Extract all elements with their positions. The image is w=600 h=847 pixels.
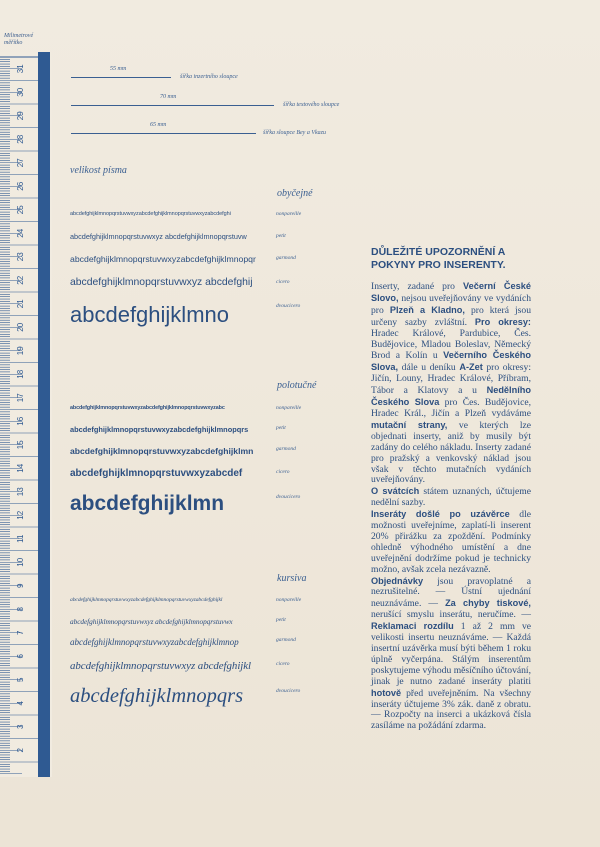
- ruler-number: 3: [16, 724, 25, 729]
- sample-semibold-garmond: abcdefghijklmnopqrstuvwxyzabcdefghijklmn: [70, 446, 254, 456]
- section-title-semibold: polotučné: [277, 380, 317, 391]
- ruler-number: 28: [16, 134, 25, 144]
- measure-mm-55: 55 mm: [110, 66, 127, 72]
- ruler-number: 8: [16, 607, 25, 612]
- measure-mm-70: 70 mm: [160, 94, 177, 100]
- sample-italic-dvoucicero: abcdefghijklmnopqrs: [70, 685, 244, 707]
- sample-regular-garmond: abcdefghijklmnopqrstuvwxyzabcdefghijklmnopqr: [70, 254, 256, 264]
- ruler-number: 29: [16, 111, 25, 121]
- notice-emphasis: Večerního Českého Slova,: [371, 350, 531, 373]
- measure-label-65: šířka sloupce Bey a Vkazu: [263, 130, 326, 136]
- sample-regular-cicero: abcdefghijklmnopqrstuvwxyz abcdefghij: [70, 277, 253, 288]
- notice-emphasis: Plzeň a Kladno,: [389, 304, 465, 315]
- notice-paragraph-1: Inserty, zadané pro Večerní České Slovo, nejsou uveřejňovány ve vydáních pro Plzeň a Kladno, pro která jsou určeny sazby zvláštní. Pro okresy: Hradec Králové, Pardubice, Čes. Budějovice, Mladou Boleslav, Německý Brod a Kolín u Večerního Českého Slova, dále u deníku A-Zet pro okresy: Jičín, Louny, Hradec Králové, Příbram, Tábor a Klatovy a u Nedělního Českého Slova pro Čes. Budějovice, Hradec Král., Jičín a Plzeň vydáváme mutační strany, ve kterých lze objednati inserty, aniž by musily být zadány do celého nákladu. Inserty zadané pro pražský a venkovský náklad jsou však v těchto mutačních vydáních uveřejňovány.: [371, 281, 531, 486]
- notice-emphasis: Objednávky: [371, 575, 424, 586]
- ruler-number: 12: [16, 510, 25, 520]
- ruler-number: 11: [16, 534, 25, 543]
- sample-italic-nonpareille: abcdefghijklmnopqrstuvwxyzabcdefghijklmnopqrstuvwxyzabcdefghijkl: [70, 597, 223, 603]
- ruler-number: 31: [16, 64, 25, 74]
- ruler-number: 5: [16, 677, 25, 682]
- notice-emphasis: O svátcích: [371, 486, 420, 497]
- measure-label-70: šířka textového sloupce: [283, 102, 340, 108]
- ruler-number: 16: [16, 416, 25, 426]
- notice-emphasis: Pro okresy:: [474, 316, 531, 327]
- section-title-italic: kursiva: [277, 573, 307, 584]
- size-italic-dvoucicero: dvoucicero: [276, 688, 301, 694]
- sample-regular-nonpareille: abcdefghijklmnopqrstuvwxyzabcdefghijklmnopqrstuvwxyzabcdefghi: [70, 211, 231, 217]
- size-regular-petit: petit: [276, 233, 286, 239]
- sample-semibold-dvoucicero: abcdefghijklmn: [70, 492, 225, 515]
- ruler-number: 26: [16, 181, 25, 191]
- sample-italic-cicero: abcdefghijklmnopqrstuvwxyz abcdefghijkl: [70, 660, 252, 672]
- ruler-number: 20: [16, 322, 25, 332]
- heading-font-size: velikost písma: [70, 165, 127, 176]
- ruler-number: 30: [16, 87, 25, 97]
- notice-emphasis: Inseráty došlé po uzávěrce: [371, 509, 510, 520]
- sample-semibold-nonpareille: abcdefghijklmnopqrstuvwxyzabcdefghijklmnopqrstuvwxyzabc: [70, 405, 225, 411]
- ruler-number: 21: [16, 299, 25, 309]
- size-regular-nonpareille: nonpareille: [276, 211, 302, 217]
- ruler-number: 14: [16, 463, 25, 473]
- ruler-number: 19: [16, 346, 25, 356]
- ruler-number: 4: [16, 701, 25, 706]
- size-italic-petit: petit: [276, 617, 286, 623]
- notice-body: [371, 281, 531, 732]
- ruler-number: 2: [16, 748, 25, 753]
- notice-emphasis: Za chyby tiskové,: [445, 598, 531, 609]
- measure-label-55: šířka inzertního sloupce: [180, 74, 238, 80]
- notice-emphasis: hotově: [371, 687, 402, 698]
- notice-paragraph-2: O svátcích státem uznaných, účtujeme nedělní sazby.: [371, 486, 531, 509]
- notice-title: DŮLEŽITÉ UPOZORNĚNÍ A POKYNY PRO INSERENTY.: [371, 246, 506, 271]
- size-regular-cicero: cicero: [276, 279, 290, 285]
- ruler-caption: Milimetrové měřítko: [4, 33, 34, 46]
- measure-line-55: [71, 77, 171, 78]
- ruler-number: 25: [16, 205, 25, 215]
- ruler-number: 24: [16, 228, 25, 238]
- ruler-number: 15: [16, 440, 25, 450]
- size-regular-garmond: garmond: [276, 255, 296, 261]
- notice-emphasis: Večerní České Slovo,: [371, 281, 531, 303]
- measure-line-70: [71, 105, 274, 106]
- ruler-number: 23: [16, 252, 25, 262]
- notice-paragraph-4: Objednávky jsou pravoplatné a nezrušitelné. — Ústní ujednání neuznáváme. — Za chyby tiskové, nerušící smyslu inserátu, neručíme. — Reklamaci rozdílu 1 až 2 mm ve velikosti insertu neuznáváme. — Každá insertní uzávěrka musí býti během 1 roku úplně vyčerpána. Stálým inserentům poskytujeme výhodu měsíčního účtování, jinak je nutno zadané inseráty platiti hotově před uveřejněním. Na všechny inseráty účtujeme 3% zák. daně z obratu. — Rozpočty na inserci a ukázková čísla zasíláme na požádání zdarma.: [371, 575, 531, 732]
- size-italic-garmond: garmond: [276, 637, 296, 643]
- size-semibold-cicero: cicero: [276, 469, 290, 475]
- section-title-regular: obyčejné: [277, 188, 313, 199]
- sample-semibold-cicero: abcdefghijklmnopqrstuvwxyzabcdef: [70, 468, 243, 479]
- ruler-number: 17: [16, 393, 25, 403]
- ruler-number: 6: [16, 654, 25, 659]
- ruler-number: 9: [16, 583, 25, 588]
- size-italic-nonpareille: nonpareille: [276, 597, 302, 603]
- notice-emphasis: Reklamaci rozdílu: [371, 621, 454, 632]
- millimeter-ruler: [0, 52, 52, 777]
- size-semibold-garmond: garmond: [276, 446, 296, 452]
- ruler-number: 7: [16, 630, 25, 635]
- notice-emphasis: A-Zet: [459, 362, 483, 373]
- size-semibold-petit: petit: [276, 425, 286, 431]
- notice-emphasis: mutační strany,: [371, 419, 448, 430]
- sample-italic-petit: abcdefghijklmnopqrstuvwxyz abcdefghijklmnopqrstuvwx: [70, 617, 233, 626]
- ruler-number: 27: [16, 158, 25, 168]
- sample-italic-garmond: abcdefghijklmnopqrstuvwxyzabcdefghijklmnop: [70, 637, 239, 647]
- measure-mm-65: 65 mm: [150, 122, 167, 128]
- ruler-band: [38, 52, 50, 777]
- size-regular-dvoucicero: dvoucicero: [276, 303, 301, 309]
- ruler-number: 13: [16, 487, 25, 497]
- size-semibold-nonpareille: nonpareille: [276, 405, 302, 411]
- size-semibold-dvoucicero: dvoucicero: [276, 494, 301, 500]
- ruler-number: 10: [16, 557, 25, 567]
- measure-line-65: [71, 133, 256, 134]
- ruler-number: 18: [16, 369, 25, 379]
- notice-paragraph-3: Inseráty došlé po uzávěrce dle možnosti uveřejníme, zaplatí-li inserent 20% přirážku za zpoždění. Podmínky ohledně výhodného umístění a dne uveřejnění dodržíme pokud je technicky možno, avšak zcela nezávazně.: [371, 509, 531, 575]
- ruler-number: 22: [16, 275, 25, 285]
- sample-semibold-petit: abcdefghijklmnopqrstuvwxyzabcdefghijklmnopqrs: [70, 425, 249, 434]
- notice-emphasis: Nedělního Českého Slova: [371, 385, 531, 408]
- size-italic-cicero: cicero: [276, 661, 290, 667]
- sample-regular-petit: abcdefghijklmnopqrstuvwxyz abcdefghijklmnopqrstuvw: [70, 232, 247, 241]
- sample-regular-dvoucicero: abcdefghijklmno: [70, 302, 229, 327]
